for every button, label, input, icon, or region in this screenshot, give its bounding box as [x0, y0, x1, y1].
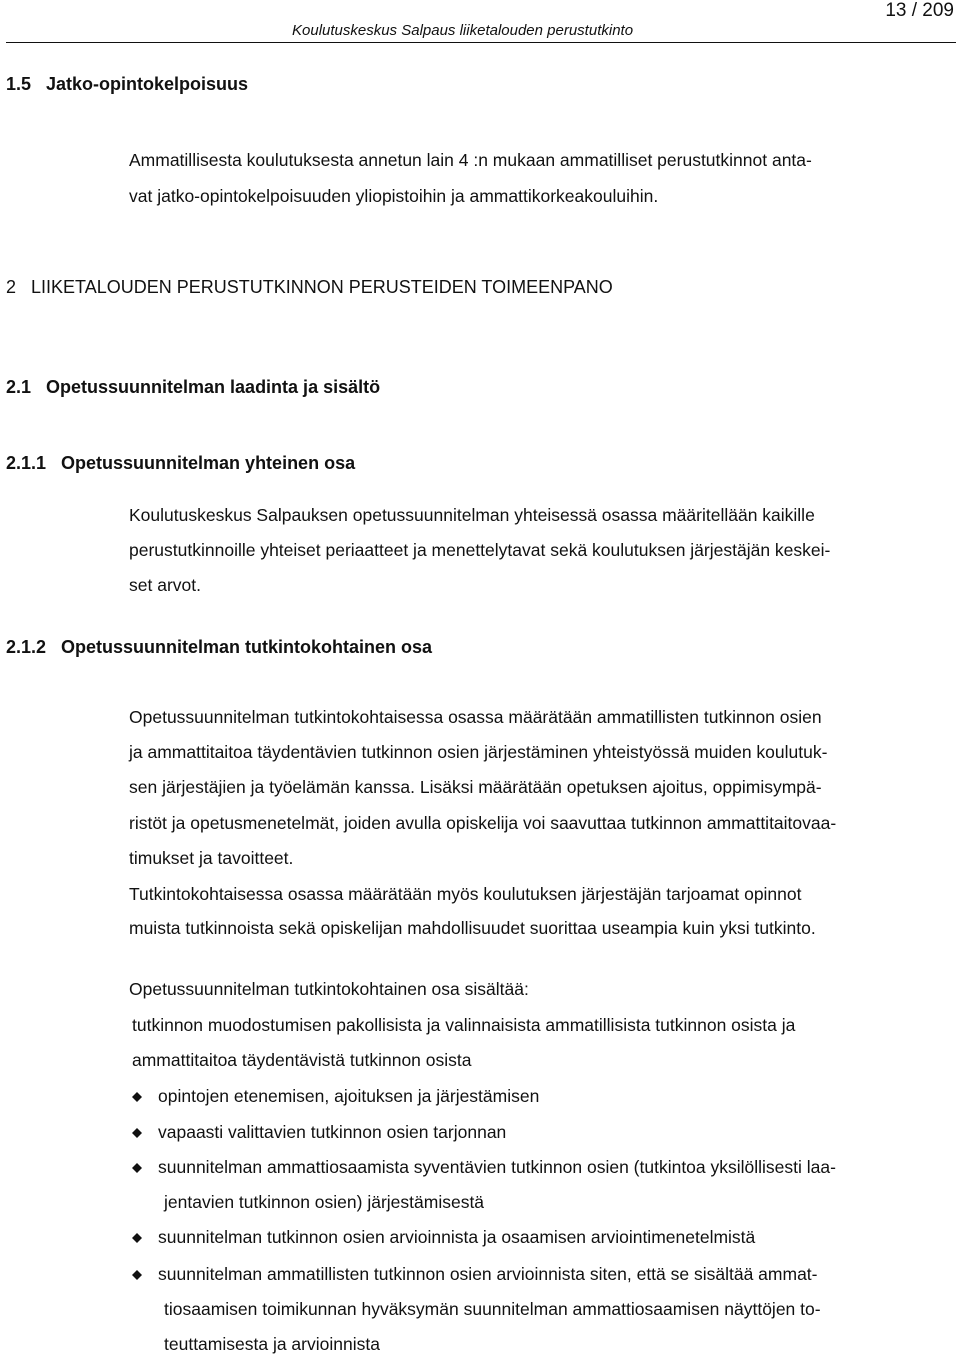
subsection-heading-2-1-2: 2.1.2 Opetussuunnitelman tutkintokohtainen osa	[6, 637, 433, 657]
diamond-bullet-icon	[132, 1270, 142, 1280]
section-heading-1-5: 1.5 Jatko-opintokelpoisuus	[6, 74, 249, 94]
paragraph-line: sen järjestäjien ja työelämän kanssa. Lisäksi määrätään opetuksen ajoitus, oppimisympä-	[129, 777, 822, 797]
diamond-bullet-icon	[132, 1092, 142, 1102]
section-heading-2-1: 2.1 Opetussuunnitelman laadinta ja sisältö	[6, 377, 381, 397]
subsection-heading-2-1-1: 2.1.1 Opetussuunnitelman yhteinen osa	[6, 453, 356, 473]
paragraph-line: Opetussuunnitelman tutkintokohtaisessa osassa määrätään ammatillisten tutkinnon osien	[129, 707, 822, 727]
contents-intro: Opetussuunnitelman tutkintokohtainen osa sisältää:	[129, 979, 529, 999]
paragraph-line: timukset ja tavoitteet.	[129, 848, 294, 868]
diamond-bullet-icon	[132, 1233, 142, 1243]
bullet-item: suunnitelman tutkinnon osien arvioinnista ja osaamisen arviointimenetelmistä	[158, 1227, 756, 1247]
paragraph-line: perustutkinnoille yhteiset periaatteet ja menettelytavat sekä koulutuksen järjestäjän keskei-	[129, 540, 831, 560]
paragraph-line: Koulutuskeskus Salpauksen opetussuunnitelman yhteisessä osassa määritellään kaikille	[129, 505, 815, 525]
page-number: 13 / 209	[885, 0, 954, 21]
bullet-item: suunnitelman ammatillisten tutkinnon osien arvioinnista siten, että se sisältää ammat-	[158, 1264, 818, 1284]
paragraph-line: muista tutkinnoista sekä opiskelijan mahdollisuudet suorittaa useampia kuin yksi tutkinto.	[129, 918, 816, 938]
header-title: Koulutuskeskus Salpaus liiketalouden perustutkinto	[292, 22, 634, 39]
bullet-item: vapaasti valittavien tutkinnon osien tarjonnan	[158, 1122, 507, 1142]
contents-line: ammattitaitoa täydentävistä tutkinnon osista	[132, 1050, 472, 1070]
bullet-item: opintojen etenemisen, ajoituksen ja järjestämisen	[158, 1086, 540, 1106]
bullet-item: suunnitelman ammattiosaamista syventävien tutkinnon osien (tutkintoa yksilöllisesti laa-	[158, 1157, 836, 1177]
contents-line: tutkinnon muodostumisen pakollisista ja valinnaisista ammatillisista tutkinnon osista ja	[132, 1015, 796, 1035]
bullet-item-continuation: teuttamisesta ja arvioinnista	[164, 1334, 380, 1354]
bullet-item-continuation: tiosaamisen toimikunnan hyväksymän suunnitelman ammattiosaamisen näyttöjen to-	[164, 1299, 821, 1319]
bullet-item-continuation: jentavien tutkinnon osien) järjestämisestä	[164, 1192, 485, 1212]
chapter-heading-2: 2 LIIKETALOUDEN PERUSTUTKINNON PERUSTEIDEN TOIMEENPANO	[6, 277, 613, 297]
paragraph-line: set arvot.	[129, 575, 201, 595]
diamond-bullet-icon	[132, 1163, 142, 1173]
diamond-bullet-icon	[132, 1128, 142, 1138]
paragraph-line: vat jatko-opintokelpoisuuden yliopistoihin ja ammattikorkeakouluihin.	[129, 186, 659, 206]
paragraph-line: Ammatillisesta koulutuksesta annetun lain 4 :n mukaan ammatilliset perustutkinnot anta-	[129, 150, 812, 170]
paragraph-line: ja ammattitaitoa täydentävien tutkinnon osien järjestäminen yhteistyössä muiden koulutuk-	[129, 742, 828, 762]
paragraph-line: Tutkintokohtaisessa osassa määrätään myös koulutuksen järjestäjän tarjoamat opinnot	[129, 884, 802, 904]
header-divider	[6, 42, 956, 43]
paragraph-line: ristöt ja opetusmenetelmät, joiden avulla opiskelija voi saavuttaa tutkinnon ammattitaitovaa-	[129, 813, 837, 833]
